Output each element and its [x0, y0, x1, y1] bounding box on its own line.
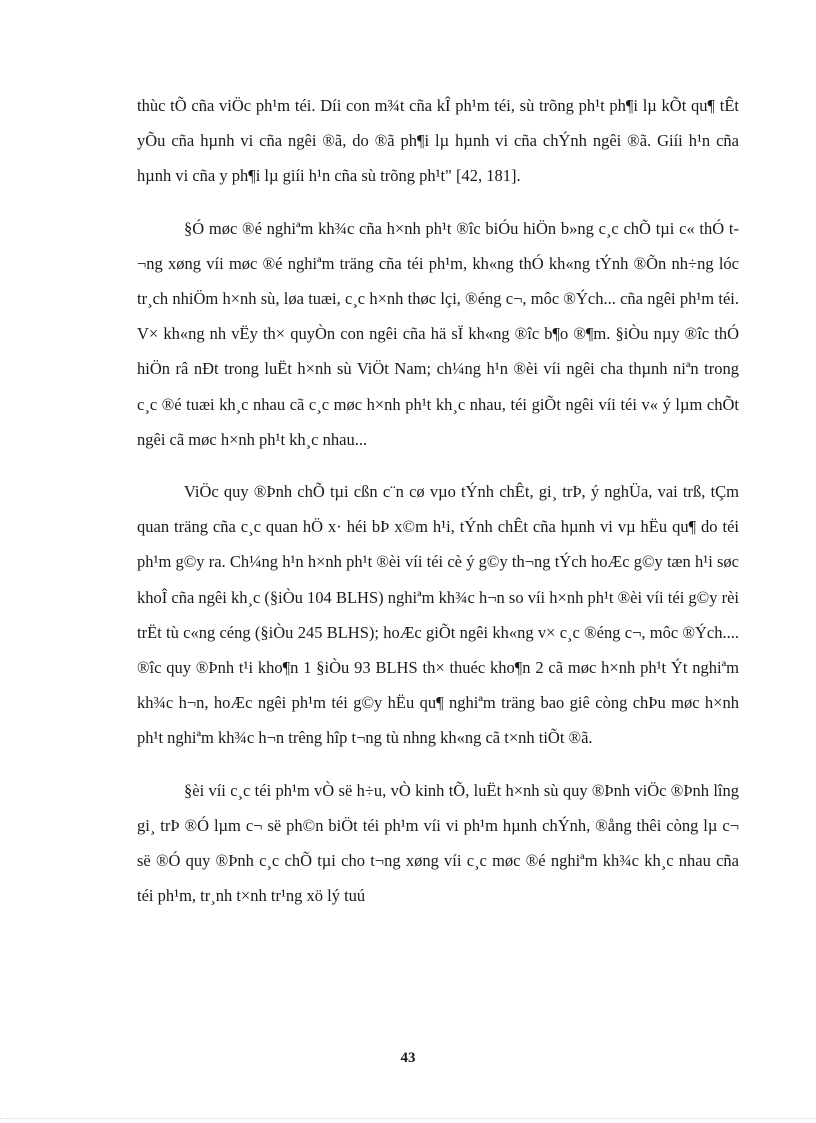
- paragraph-3: ViÖc quy ®Þnh chÕ tµi cßn c¨n cø vµo tÝnh chÊt, gi¸ trÞ, ý nghÜa, vai trß, tÇm quan träng cña c¸c quan hÖ x· héi bÞ x©m h¹i, tÝnh chÊt cña hµnh vi vµ hËu qu¶ do téi ph¹m g©y ra. Ch¼ng h¹n h×nh ph¹t ®èi víi téi cè ý g©y th¬ng tÝch hoÆc g©y tæn h¹i søc khoÎ cña ngêi kh¸c (§iÒu 104 BLHS) nghiªm kh¾c h¬n so víi h×nh ph¹t ®èi víi téi g©y rèi trËt tù c«ng céng (§iÒu 245 BLHS); hoÆc giÕt ngêi kh«ng v× c¸c ®éng c¬, môc ®Ých.... ®îc quy ®Þnh t¹i kho¶n 1 §iÒu 93 BLHS th× thuéc kho¶n 2 cã møc h×nh ph¹t Ýt nghiªm kh¾c h¬n, hoÆc ngêi ph¹m téi g©y hËu qu¶ nghiªm träng bao giê còng chÞu møc h×nh ph¹t nghiªm kh¾c h¬n trêng hîp t¬ng tù nhng kh«ng cã t×nh tiÕt ®ã.: [137, 482, 739, 748]
- paragraph-4: §èi víi c¸c téi ph¹m vÒ së h÷u, vÒ kinh tÕ, luËt h×nh sù quy ®Þnh viÖc ®Þnh lîng gi¸ trÞ ®Ó lµm c¬ së ph©n biÖt téi ph¹m víi vi ph¹m hµnh chÝnh, ®ång thêi còng lµ c¬ së ®Ó quy ®Þnh c¸c chÕ tµi cho t¬ng xøng víi c¸c møc ®é nghiªm kh¾c kh¸c nhau cña téi ph¹m, tr¸nh t×nh tr¹ng xö lý tuú: [137, 780, 739, 906]
- paragraph-2: §Ó møc ®é nghiªm kh¾c cña h×nh ph¹t ®îc biÓu hiÖn b»ng c¸c chÕ tµi c« thÓ t¬ng xøng víi møc ®é nghiªm träng cña téi ph¹m, kh«ng thÓ kh«ng tÝnh ®Õn nh÷ng lóc tr¸ch nhiÖm h×nh sù, løa tuæi, c¸c h×nh thøc lçi, ®éng c¬, môc ®Ých... cña ngêi ph¹m téi. V× kh«ng nh vËy th× quyÒn con ngêi cña hä sÏ kh«ng ®îc b¶o ®¶m. §iÒu nµy ®îc thÓ hiÖn râ nÐt trong luËt h×nh sù ViÖt Nam; ch¼ng h¹n ®èi víi ngêi cha thµnh niªn trong c¸c ®é tuæi kh¸c nhau cã c¸c møc h×nh ph¹t kh¸c nhau, téi giÕt ngêi víi téi v« ý lµm chÕt ngêi cã møc h×nh ph¹t kh¸c nhau...: [137, 218, 739, 449]
- page-bottom-rule: [0, 1118, 816, 1119]
- page-number: 43: [400, 1050, 416, 1066]
- body-text: [137, 88, 739, 930]
- paragraph-1: thùc tÕ cña viÖc ph¹m téi. Díi con m¾t cña kÎ ph¹m téi, sù trõng ph¹t ph¶i lµ kÕt qu¶ tÊt yÕu cña hµnh vi cña ngêi ®ã, do ®ã ph¶i lµ hµnh vi cña chÝnh ngêi ®ã. Giíi h¹n cña hµnh vi cña y ph¶i lµ giíi h¹n cña sù trõng ph¹t" [42, 181].: [137, 96, 739, 186]
